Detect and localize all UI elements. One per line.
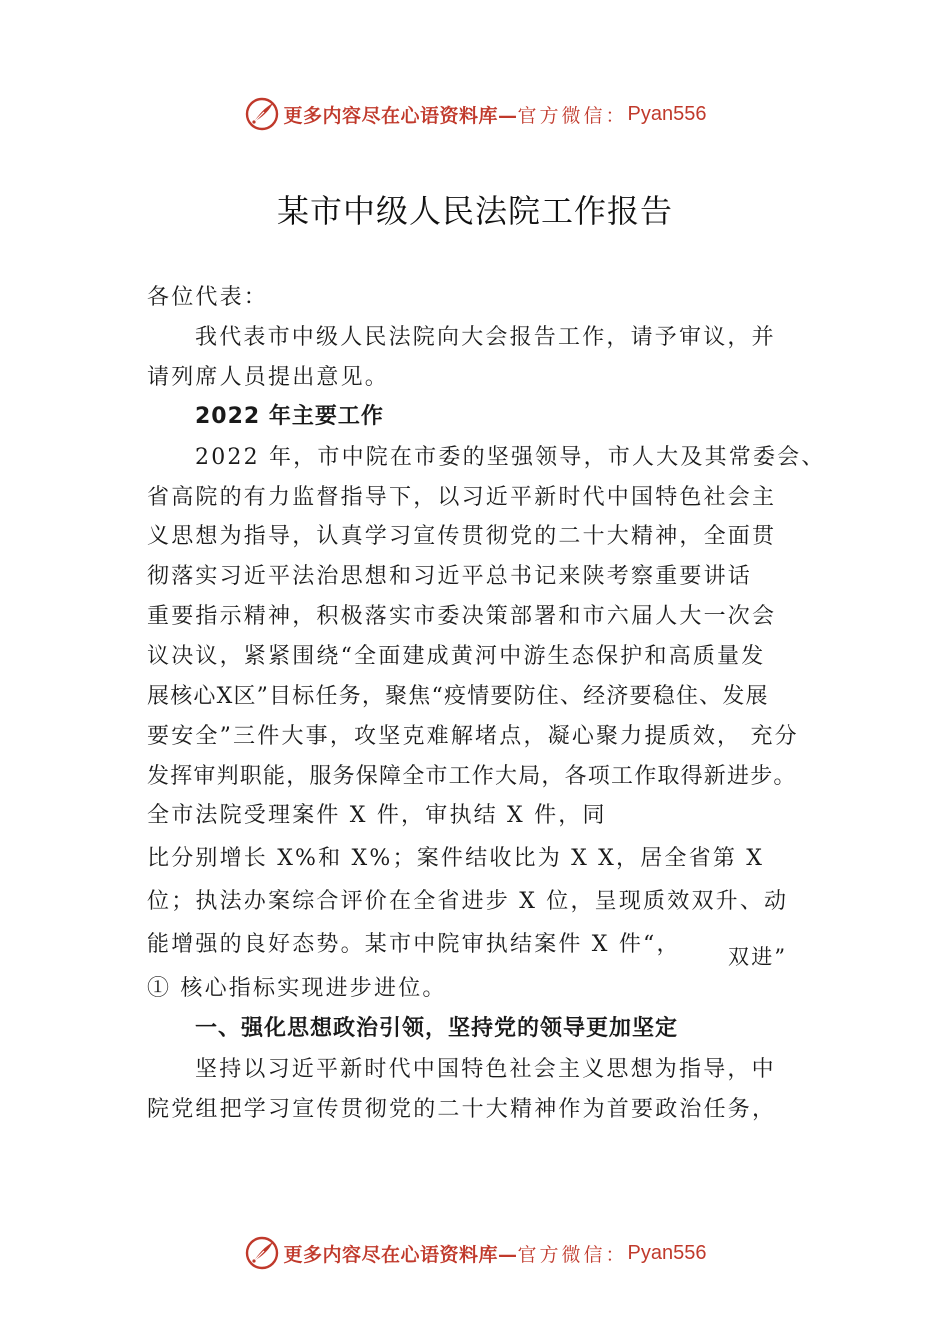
paragraph-line: 重要指示精神，积极落实市委决策部署和市六届人大一次会 — [147, 604, 777, 629]
paragraph-line: 义思想为指导，认真学习宣传贯彻党的二十大精神，全面贯 — [147, 524, 777, 549]
paragraph-line-fragment: 双进” — [728, 945, 788, 969]
paragraph-line: 能增强的良好态势。某市中院审执结案件 X 件“， — [147, 932, 681, 957]
header-banner — [0, 94, 950, 134]
section-heading: 2022 年主要工作 — [195, 404, 384, 429]
banner-text: 更多内容尽在心语资料库— — [283, 1243, 518, 1266]
quill-logo-icon — [244, 1235, 280, 1271]
salutation: 各位代表： — [147, 285, 269, 310]
paragraph-line: 院党组把学习宣传贯彻党的二十大精神作为首要政治任务， — [147, 1097, 777, 1122]
paragraph-line: 发挥审判职能，服务保障全市工作大局，各项工作取得新进步。 — [147, 764, 797, 789]
paragraph-line: 比分别增长 X%和 X%；案件结收比为 X X，居全省第 X — [147, 846, 765, 871]
paragraph-line: 坚持以习近平新时代中国特色社会主义思想为指导，中 — [195, 1057, 776, 1082]
paragraph-line: ① 核心指标实现进步进位。 — [147, 976, 447, 1001]
banner-text: 更多内容尽在心语资料库— — [283, 104, 518, 127]
quill-logo-icon — [244, 96, 280, 132]
paragraph-line: 2022 年，市中院在市委的坚强领导，市人大及其常委会、 — [195, 445, 826, 470]
paragraph-line: 我代表市中级人民法院向大会报告工作，请予审议，并 — [195, 325, 776, 350]
document-title: 某市中级人民法院工作报告 — [276, 192, 673, 230]
banner-wechat-id: Pyan556 — [627, 1241, 707, 1264]
banner-wechat-label: 官方微信： — [517, 1243, 628, 1266]
footer-banner — [0, 1233, 950, 1273]
paragraph-line: 议决议，紧紧围绕“全面建成黄河中游生态保护和高质量发 — [147, 644, 766, 669]
section-heading: 一、强化思想政治引领，坚持党的领导更加坚定 — [195, 1016, 679, 1041]
paragraph-line: 展核心X区”目标任务，聚焦“疫情要防住、经济要稳住、发展 — [147, 684, 769, 709]
paragraph-line: 要安全”三件大事，攻坚克难解堵点，凝心聚力提质效， 充分 — [147, 724, 799, 749]
paragraph-line: 全市法院受理案件 X 件，审执结 X 件，同 — [147, 803, 607, 828]
paragraph-line: 请列席人员提出意见。 — [147, 365, 390, 390]
paragraph-line: 省高院的有力监督指导下，以习近平新时代中国特色社会主 — [147, 485, 777, 510]
paragraph-line: 位；执法办案综合评价在全省进步 X 位，呈现质效双升、动 — [147, 889, 789, 914]
paragraph-line: 彻落实习近平法治思想和习近平总书记来陕考察重要讲话 — [147, 564, 753, 589]
banner-wechat-id: Pyan556 — [627, 102, 707, 125]
banner-wechat-label: 官方微信： — [517, 104, 628, 127]
